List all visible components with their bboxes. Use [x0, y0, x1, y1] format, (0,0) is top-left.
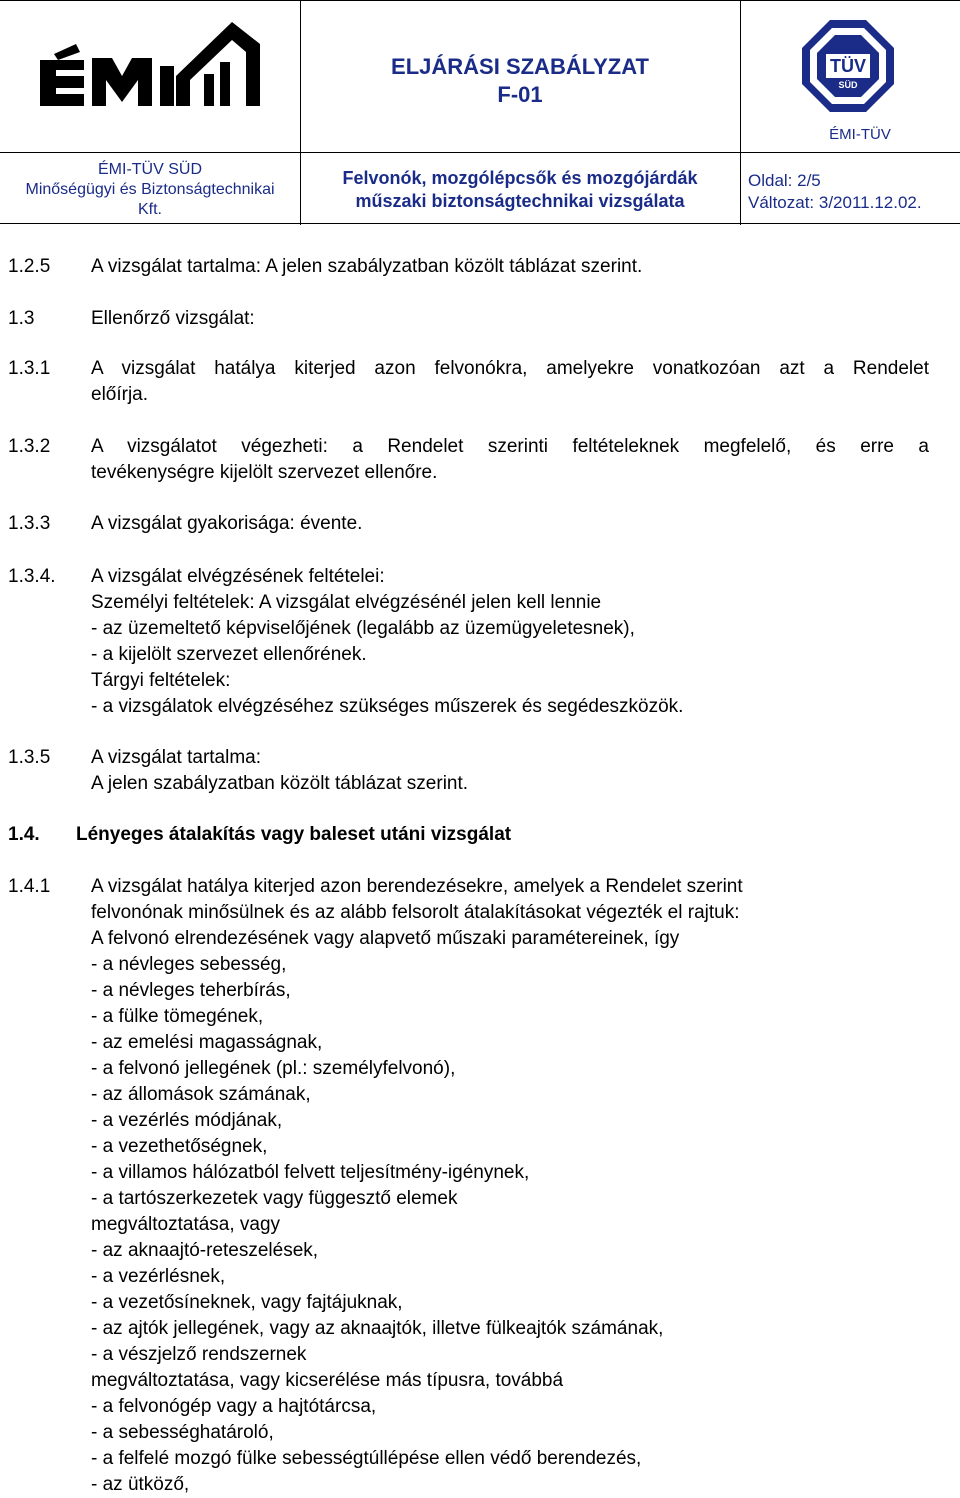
section-number: 1.3.3: [8, 513, 51, 534]
header-mid-border: [0, 152, 960, 153]
section-line: megváltoztatása, vagy: [91, 1214, 281, 1235]
svg-text:SÜD: SÜD: [838, 80, 858, 90]
list-item: - a kijelölt szervezet ellenőrének.: [91, 644, 367, 665]
document-code: F-01: [497, 82, 543, 107]
document-meta: [748, 170, 922, 214]
section-heading: Lényeges átalakítás vagy baleset utáni vizsgálat: [76, 824, 512, 845]
section-line: A felvonó elrendezésének vagy alapvető műszaki paramétereinek, így: [91, 928, 680, 949]
list-item: - a vezérlésnek,: [91, 1266, 226, 1287]
version: Változat: 3/2011.12.02.: [748, 193, 922, 212]
header-divider-right: [740, 0, 741, 225]
section-number: 1.4.1: [8, 876, 51, 897]
list-item: - a felfelé mozgó fülke sebességtúllépése ellen védő berendezés,: [91, 1448, 642, 1469]
list-item: - az ütköző,: [91, 1474, 190, 1495]
section-number: 1.3.4.: [8, 566, 56, 587]
list-item: - a sebességhatároló,: [91, 1422, 274, 1443]
section-text: A vizsgálat tartalma: A jelen szabályzatban közölt táblázat szerint.: [91, 256, 643, 277]
svg-text:TÜV: TÜV: [830, 56, 866, 76]
list-item: - a tartószerkezetek vagy függesztő elemek: [91, 1188, 458, 1209]
list-item: - az állomások számának,: [91, 1084, 311, 1105]
list-item: - a felvonó jellegének (pl.: személyfelvonó),: [91, 1058, 456, 1079]
section-text: A vizsgálat hatálya kiterjed azon felvonókra, amelyekre vonatkozóan azt a Rendelet: [91, 358, 929, 379]
tuv-sud-logo: [800, 18, 896, 122]
section-line: A jelen szabályzatban közölt táblázat szerint.: [91, 773, 469, 794]
list-item: - a vezérlés módjának,: [91, 1110, 283, 1131]
list-item: - a felvonógép vagy a hajtótárcsa,: [91, 1396, 377, 1417]
emi-logo: [36, 18, 266, 110]
section-heading: Ellenőrző vizsgálat:: [91, 308, 255, 329]
section-line: Tárgyi feltételek:: [91, 670, 231, 691]
section-text: A vizsgálatot végezheti: a Rendelet szerinti feltételeknek megfelelő, és erre a: [91, 436, 929, 457]
section-number: 1.3.2: [8, 436, 51, 457]
document-subject: Felvonók, mozgólépcsők és mozgójárdák műszaki biztonságtechnikai vizsgálata: [342, 168, 698, 211]
organization-name: ÉMI-TÜV SÜD Minőségügyi és Biztonságtechnikai Kft.: [25, 161, 275, 218]
document-title: ELJÁRÁSI SZABÁLYZAT: [391, 54, 649, 79]
list-item: - az ajtók jellegének, vagy az aknaajtók, illetve fülkeajtók számának,: [91, 1318, 664, 1339]
list-item: - a vezetősíneknek, vagy fajtájuknak,: [91, 1292, 403, 1313]
page-number: Oldal: 2/5: [748, 171, 821, 190]
section-line: felvonónak minősülnek és az alább felsorolt átalakításokat végezték el rajtuk:: [91, 902, 740, 923]
list-item: - az emelési magasságnak,: [91, 1032, 323, 1053]
section-line: A vizsgálat tartalma:: [91, 747, 262, 768]
section-line: A vizsgálat hatálya kiterjed azon berendezésekre, amelyek a Rendelet szerint: [91, 876, 743, 897]
header-top-border: [0, 0, 960, 1]
section-line: Személyi feltételek: A vizsgálat elvégzésénél jelen kell lennie: [91, 592, 602, 613]
section-number: 1.3: [8, 308, 35, 329]
section-line: megváltoztatása, vagy kicserélése más típusra, továbbá: [91, 1370, 564, 1391]
list-item: - a vizsgálatok elvégzéséhez szükséges műszerek és segédeszközök.: [91, 696, 684, 717]
list-item: - az üzemeltető képviselőjének (legalább az üzemügyeletesnek),: [91, 618, 635, 639]
tuv-label: ÉMI-TÜV: [829, 126, 891, 143]
list-item: - az aknaajtó-reteszelések,: [91, 1240, 319, 1261]
document-header: [0, 0, 960, 225]
list-item: - a névleges sebesség,: [91, 954, 287, 975]
list-item: - a vészjelző rendszernek: [91, 1344, 307, 1365]
section-text: A vizsgálat gyakorisága: évente.: [91, 513, 363, 534]
section-line: A vizsgálat elvégzésének feltételei:: [91, 566, 385, 587]
section-number: 1.3.5: [8, 747, 51, 768]
section-number: 1.4.: [8, 824, 40, 845]
section-text: előírja.: [91, 384, 149, 405]
list-item: - a villamos hálózatból felvett teljesítmény-igénynek,: [91, 1162, 530, 1183]
section-number: 1.3.1: [8, 358, 51, 379]
list-item: - a névleges teherbírás,: [91, 980, 291, 1001]
list-item: - a fülke tömegének,: [91, 1006, 264, 1027]
list-item: - a vezethetőségnek,: [91, 1136, 268, 1157]
section-number: 1.2.5: [8, 256, 51, 277]
header-bottom-border: [0, 223, 960, 224]
section-text: tevékenységre kijelölt szervezet ellenőre.: [91, 462, 438, 483]
